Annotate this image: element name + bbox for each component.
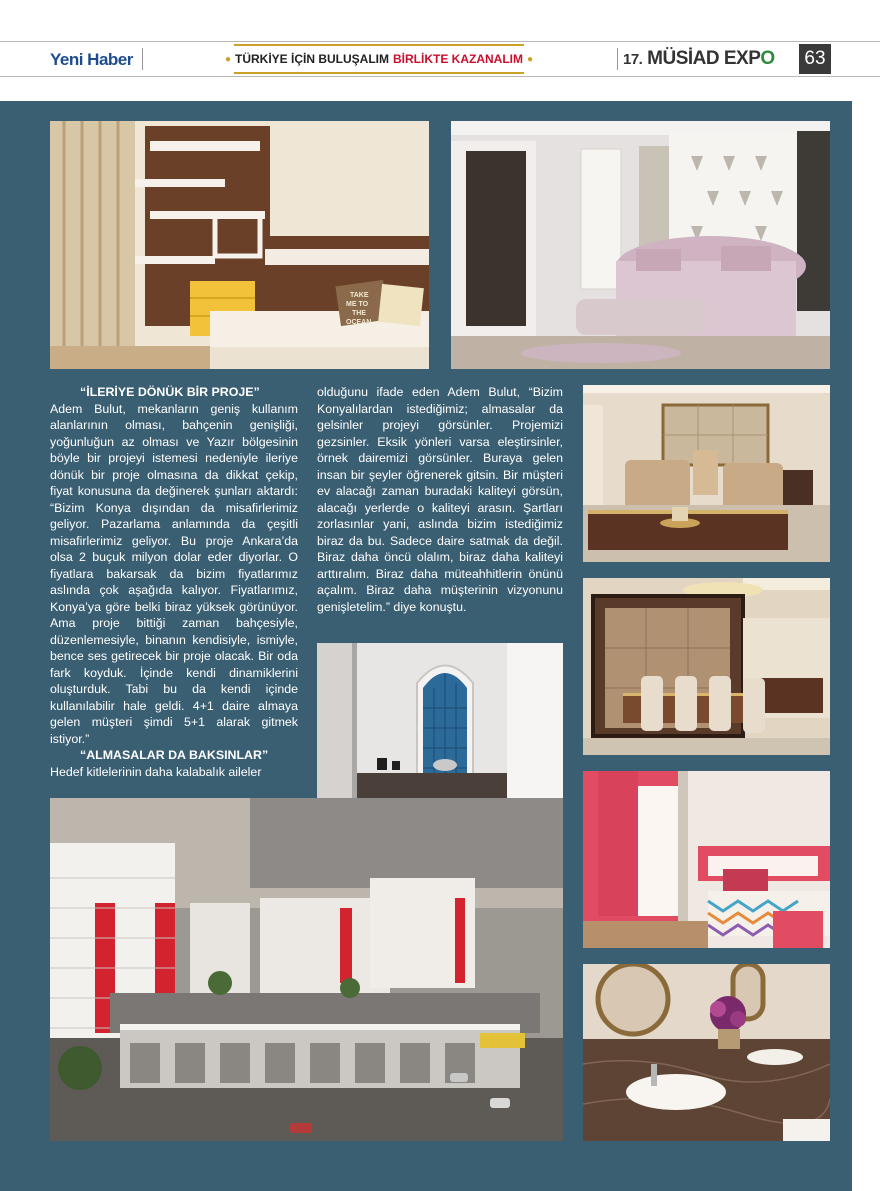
header-top-rule: [0, 41, 880, 42]
article-column-2: [317, 384, 563, 615]
page-edge: [852, 101, 880, 1191]
article-paragraph: Adem Bulut, mekanların geniş kullanım alanlarının olması, bahçenin genişliği, yoğunluğun az olması ve Yazır bölgesinin böyle bir projeyi istemesi nedeniyle ileriye dönük bir proje olmasına da dikkat çekip, fiyat konusuna da değinerek şunları aktardı: “Bizim Konya dışından da misafirlerimiz geliyor. Pazarlama anlamında da çeşitli misafirlerimiz geliyor. Bu proje Ankara’da olsa 2 buçuk milyon dolar eder diyorlar. O fiyatlara bakarsak da bizim fiyatlarımız aslında çok aşağıda kalıyor. Fiyatlarımız, Konya’ya göre belki biraz yüksek görünüyor. Ama proje bittiği zaman bahçesiyle, düzenlemesiyle, binanın kendisiyle, ismiyle, bence ses getirecek bir proje olacak. Bir oda fark koyduk. İçinde kendi dinamiklerini oluşturduk. Tabi bu da kendi içinde kullanılabilir hale geldi. 4+1 daire almaya gelen müşteri şimdi 5+1 alarak gitmek istiyor.”: [50, 401, 298, 746]
header-divider: [142, 48, 143, 70]
photo-living-room: [583, 385, 830, 562]
expo-name-b: EXP: [723, 48, 761, 69]
page-number: 63: [799, 44, 831, 74]
expo-number: 17.: [623, 51, 643, 68]
pillow-text: THE: [352, 310, 366, 317]
bullet-icon: ●: [224, 53, 232, 65]
photo-shower: [317, 643, 563, 807]
article-paragraph: Hedef kitlelerinin daha kalabalık aileler: [50, 764, 262, 779]
photo-master-bedroom: [451, 121, 830, 369]
photo-dining-room: [583, 578, 830, 755]
pillow-text: TAKE: [350, 292, 369, 299]
pillow-text: ME TO: [346, 301, 369, 308]
pillow-text: OCEAN: [346, 319, 372, 326]
expo-name-a: MÜSİAD: [647, 48, 720, 69]
expo-logo: [623, 48, 775, 70]
brand-logo: Yeni Haber: [50, 50, 133, 69]
header-bottom-rule: [0, 76, 880, 77]
tagline-main: TÜRKİYE İÇİN BULUŞALIM: [235, 52, 390, 66]
photo-architecture-model: [50, 798, 563, 1141]
bullet-icon: ●: [527, 53, 534, 65]
photo-bathroom-vanity: [583, 964, 830, 1141]
section-heading: “ALMASALAR DA BAKSINLAR”: [80, 748, 269, 762]
photo-pink-bedroom: [583, 771, 830, 948]
expo-name-c: O: [760, 48, 775, 69]
article-column-1: [50, 384, 298, 780]
tagline-accent: BİRLİKTE KAZANALIM: [393, 52, 523, 66]
header-divider: [617, 48, 618, 70]
article-paragraph: olduğunu ifade eden Adem Bulut, “Bizim Konyalılardan istediğimiz; almasalar da gelsinler projeyi görsünler. Projemizi gezsinler. Eksik yönleri varsa eleştirsinler, örnek dairemizi görsünler. Buraya gelen insan bir şeyler öğrenerek gitsin. Bir müşteri ev alacağı zaman buradaki kaliteyi görsün, alacağı yerlerde o kaliteyi arasın. Şartları zorlasınlar yani, aslında bizim istediğimiz biraz da bu. Sadece daire satmak da değil. Biraz daha öncü olalım, biraz daha kaliteyi arttıralım. Biraz daha müteahhitlerin önünü açalım. Biraz daha müşterinin vizyonunu genişletelim.” diye konuştu.: [317, 385, 563, 614]
section-heading: “İLERİYE DÖNÜK BİR PROJE”: [80, 385, 260, 399]
photo-kids-bedroom: [50, 121, 429, 369]
header-tagline: [224, 44, 534, 74]
